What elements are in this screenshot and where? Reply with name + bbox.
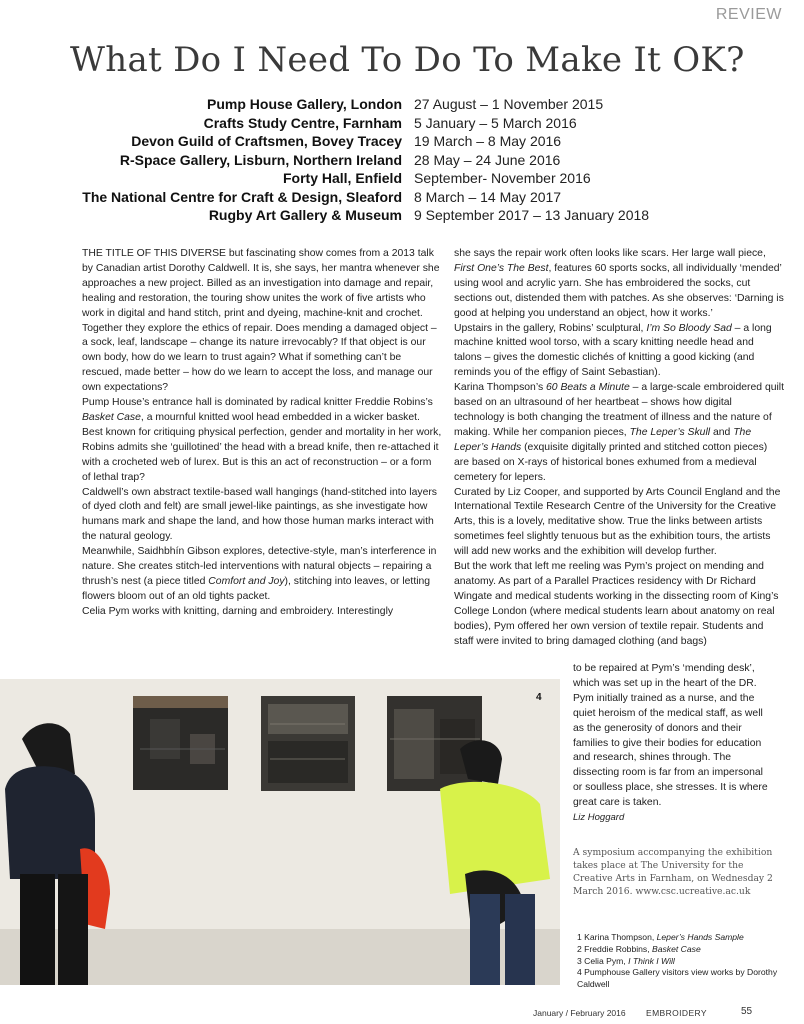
work-title: The Leper’s Hands [454, 426, 752, 453]
gallery-photo [0, 679, 560, 985]
paragraph: Curated by Liz Cooper, and supported by Arts Council England and the International Textile Research Centre of the University for the Creative Arts, this is a lovely, meditative show. True the links between artists sometimes feel slightly tenuous but as the exhibition tours, the artists will add new works and the exhibition will develop further. [454, 486, 781, 558]
venue-dates: 9 September 2017 – 13 January 2018 [414, 207, 650, 224]
work-title: Comfort and Joy [208, 575, 285, 587]
caption-prefix: 4 Pumphouse Gallery visitors view works by Dorothy Caldwell [577, 967, 778, 990]
work-title: The Leper’s Skull [629, 426, 711, 438]
section-tag: REVIEW [715, 6, 782, 23]
article-title: What Do I Need To Do To Make It OK? [70, 40, 745, 80]
venue-list [40, 95, 780, 225]
venue-row [40, 151, 780, 170]
work-title: Basket Case [82, 411, 141, 423]
venue-dates: 5 January – 5 March 2016 [414, 114, 577, 131]
text: Karina Thompson’s [454, 382, 547, 394]
venue-row [40, 188, 780, 207]
text: she says the repair work often looks like scars. Her large wall piece, [454, 248, 766, 259]
caption [577, 967, 782, 991]
gallery-photo-illustration [0, 679, 560, 985]
wall-hanging-1 [133, 696, 228, 790]
text: ), stitching into leaves, or letting flowers bloom out of an old tights packet. [82, 575, 431, 602]
paragraph: But the work that left me reeling was Pym’s project on mending and anatomy. As part of a Parallel Practices residency with Dr Richard Wingate and medical students working in the dissecting room of King’s College London (where medical students learn about anatomy on real bodies), Pym offered her own version of textile repair. Students and staff were invited to bring damaged clothing (and bags) [454, 561, 779, 647]
work-title: First One’s The Best [454, 262, 549, 274]
venue-dates: 8 March – 14 May 2017 [414, 188, 562, 205]
text: Pump House’s entrance hall is dominated by radical knitter Freddie Robins’s [82, 397, 433, 409]
venue-name: Rugby Art Gallery & Museum [208, 207, 402, 224]
paragraph [82, 247, 442, 322]
text: and [710, 426, 734, 438]
footer-magazine: EMBROIDERY [646, 1008, 707, 1018]
paragraph: Caldwell’s own abstract textile-based wall hangings (hand-stitched into layers of dyed cloth and felt) are small jewel-like paintings, as she investigate how humans mark and shape the land, and how those human marks interact with the natural geology. [82, 486, 438, 543]
caption-title: Basket Case [652, 943, 701, 954]
caption [577, 932, 782, 944]
wall-hanging-2 [261, 696, 355, 791]
text: , a mournful knitted wool head embedded in a wicker basket. Best known for critiquing physical perfection, gender and mortality in her work, Robins admits she ‘guillotined’ the head with a bread knife, then re-attached it with a crocheted web of lurex. But is this an act of reconstruction – or a form of lethal trap? [82, 411, 442, 483]
caption [577, 956, 782, 968]
caption [577, 944, 782, 956]
body-column-1 [82, 247, 442, 620]
lead-in: THE TITLE OF THIS DIVERSE [82, 248, 226, 259]
venue-dates: September- November 2016 [414, 170, 591, 187]
paragraph [82, 396, 442, 485]
caption-title: Leper’s Hands Sample [656, 932, 744, 942]
venue-row [40, 169, 780, 188]
symposium-note: A symposium accompanying the exhibition takes place at The University for the Creative Arts in Farnham, on Wednesday 2 March 2016. www.csc.ucreative.ac.uk [573, 847, 773, 897]
venue-name: Devon Guild of Craftsmen, Bovey Tracey [131, 133, 402, 150]
venue-row [40, 95, 780, 114]
caption-title: I Think I Will [628, 955, 675, 966]
venue-row [40, 114, 780, 133]
paragraph [454, 381, 784, 485]
text: – a large-scale embroidered quilt based on an ultrasound of her heartbeat – shows how digital technology is both changing the treatment of illness and the nature of making. While her companion pieces, [454, 382, 785, 438]
text: – a long machine knitted wool torso, with a scary knitting needle head and talons – gives the domestic clichés of knitting a good kicking (and reminds you of the effigy of Saint Sebastian). [454, 322, 772, 379]
author-byline: Liz Hoggard [573, 812, 625, 824]
paragraph: Together they explore the ethics of repair. Does mending a damaged object – a sock, leaf, landscape – change its nature irrevocably? If that object is our own body, how do we learn to trust again? What if something can’t be rescued, made better – how do we learn to accept the loss, and manage our own expectations? [82, 322, 437, 394]
caption-list [577, 932, 782, 991]
text: Meanwhile, Saidhbhín Gibson explores, detective-style, man’s interference in nature. She creates stitch-led interventions with natural objects – repairing a thrush’s nest (a piece titled [82, 546, 437, 587]
venue-name: R-Space Gallery, Lisburn, Northern Ireland [119, 151, 402, 168]
text: (exquisite digitally printed and stitched cotton pieces) are based on X-rays of historical bones exhumed from a medieval cemetery for lepers. [454, 441, 768, 483]
venue-row [40, 206, 780, 225]
work-title: 60 Beats a Minute [546, 382, 630, 394]
body-column-3 [573, 662, 773, 826]
venue-name: Pump House Gallery, London [207, 96, 402, 113]
text: but fascinating show comes from a 2013 talk by Canadian artist Dorothy Caldwell. It is, she says, her mantra whenever she approaches a new project. Billed as an investigation into damage and repair, healing and restoration, the touring show unites the work of five artists who work in digital and hand stitch, print and dyeing, machine-knit and crochet. [82, 248, 440, 319]
text: , features 60 sports socks, all individually ‘mended’ using wool and acrylic yarn. She has embroidered the socks, cut sections out, distended them with patches. As she observes: ‘Darning is good at helping you understand an object, how it works.’ [454, 262, 784, 319]
venue-name: The National Centre for Craft & Design, Sleaford [82, 188, 402, 205]
footer-issue: January / February 2016 [533, 1008, 626, 1018]
venue-row [40, 132, 780, 151]
paragraph [454, 247, 784, 322]
caption-prefix: 3 Celia Pym, [577, 955, 629, 966]
caption-prefix: 2 Freddie Robbins, [577, 943, 652, 954]
text: Upstairs in the gallery, Robins’ sculptural, [454, 322, 647, 334]
paragraph [82, 545, 442, 605]
venue-dates: 28 May – 24 June 2016 [414, 151, 561, 168]
paragraph [454, 322, 784, 382]
venue-dates: 27 August – 1 November 2015 [414, 96, 604, 113]
venue-name: Forty Hall, Enfield [282, 170, 402, 187]
body-column-2 [454, 247, 784, 649]
venue-name: Crafts Study Centre, Farnham [203, 114, 402, 131]
photo-number: 4 [536, 692, 542, 703]
page-number: 55 [741, 1006, 753, 1017]
paragraph: Celia Pym works with knitting, darning and embroidery. Interestingly [82, 605, 394, 617]
venue-dates: 19 March – 8 May 2016 [414, 133, 562, 150]
work-title: I’m So Bloody Sad [646, 322, 732, 334]
paragraph: to be repaired at Pym’s ‘mending desk’, which was set up in the heart of the DR. Pym initially trained as a nurse, and the quiet heroism of the medical staff, as well as the generosity of donors and their families to give their bodies for education and research, shines through. The dissecting room is far from an impersonal or soulless place, she stresses. It is where great care is taken. [573, 663, 768, 809]
caption-prefix: 1 Karina Thompson, [577, 932, 657, 942]
